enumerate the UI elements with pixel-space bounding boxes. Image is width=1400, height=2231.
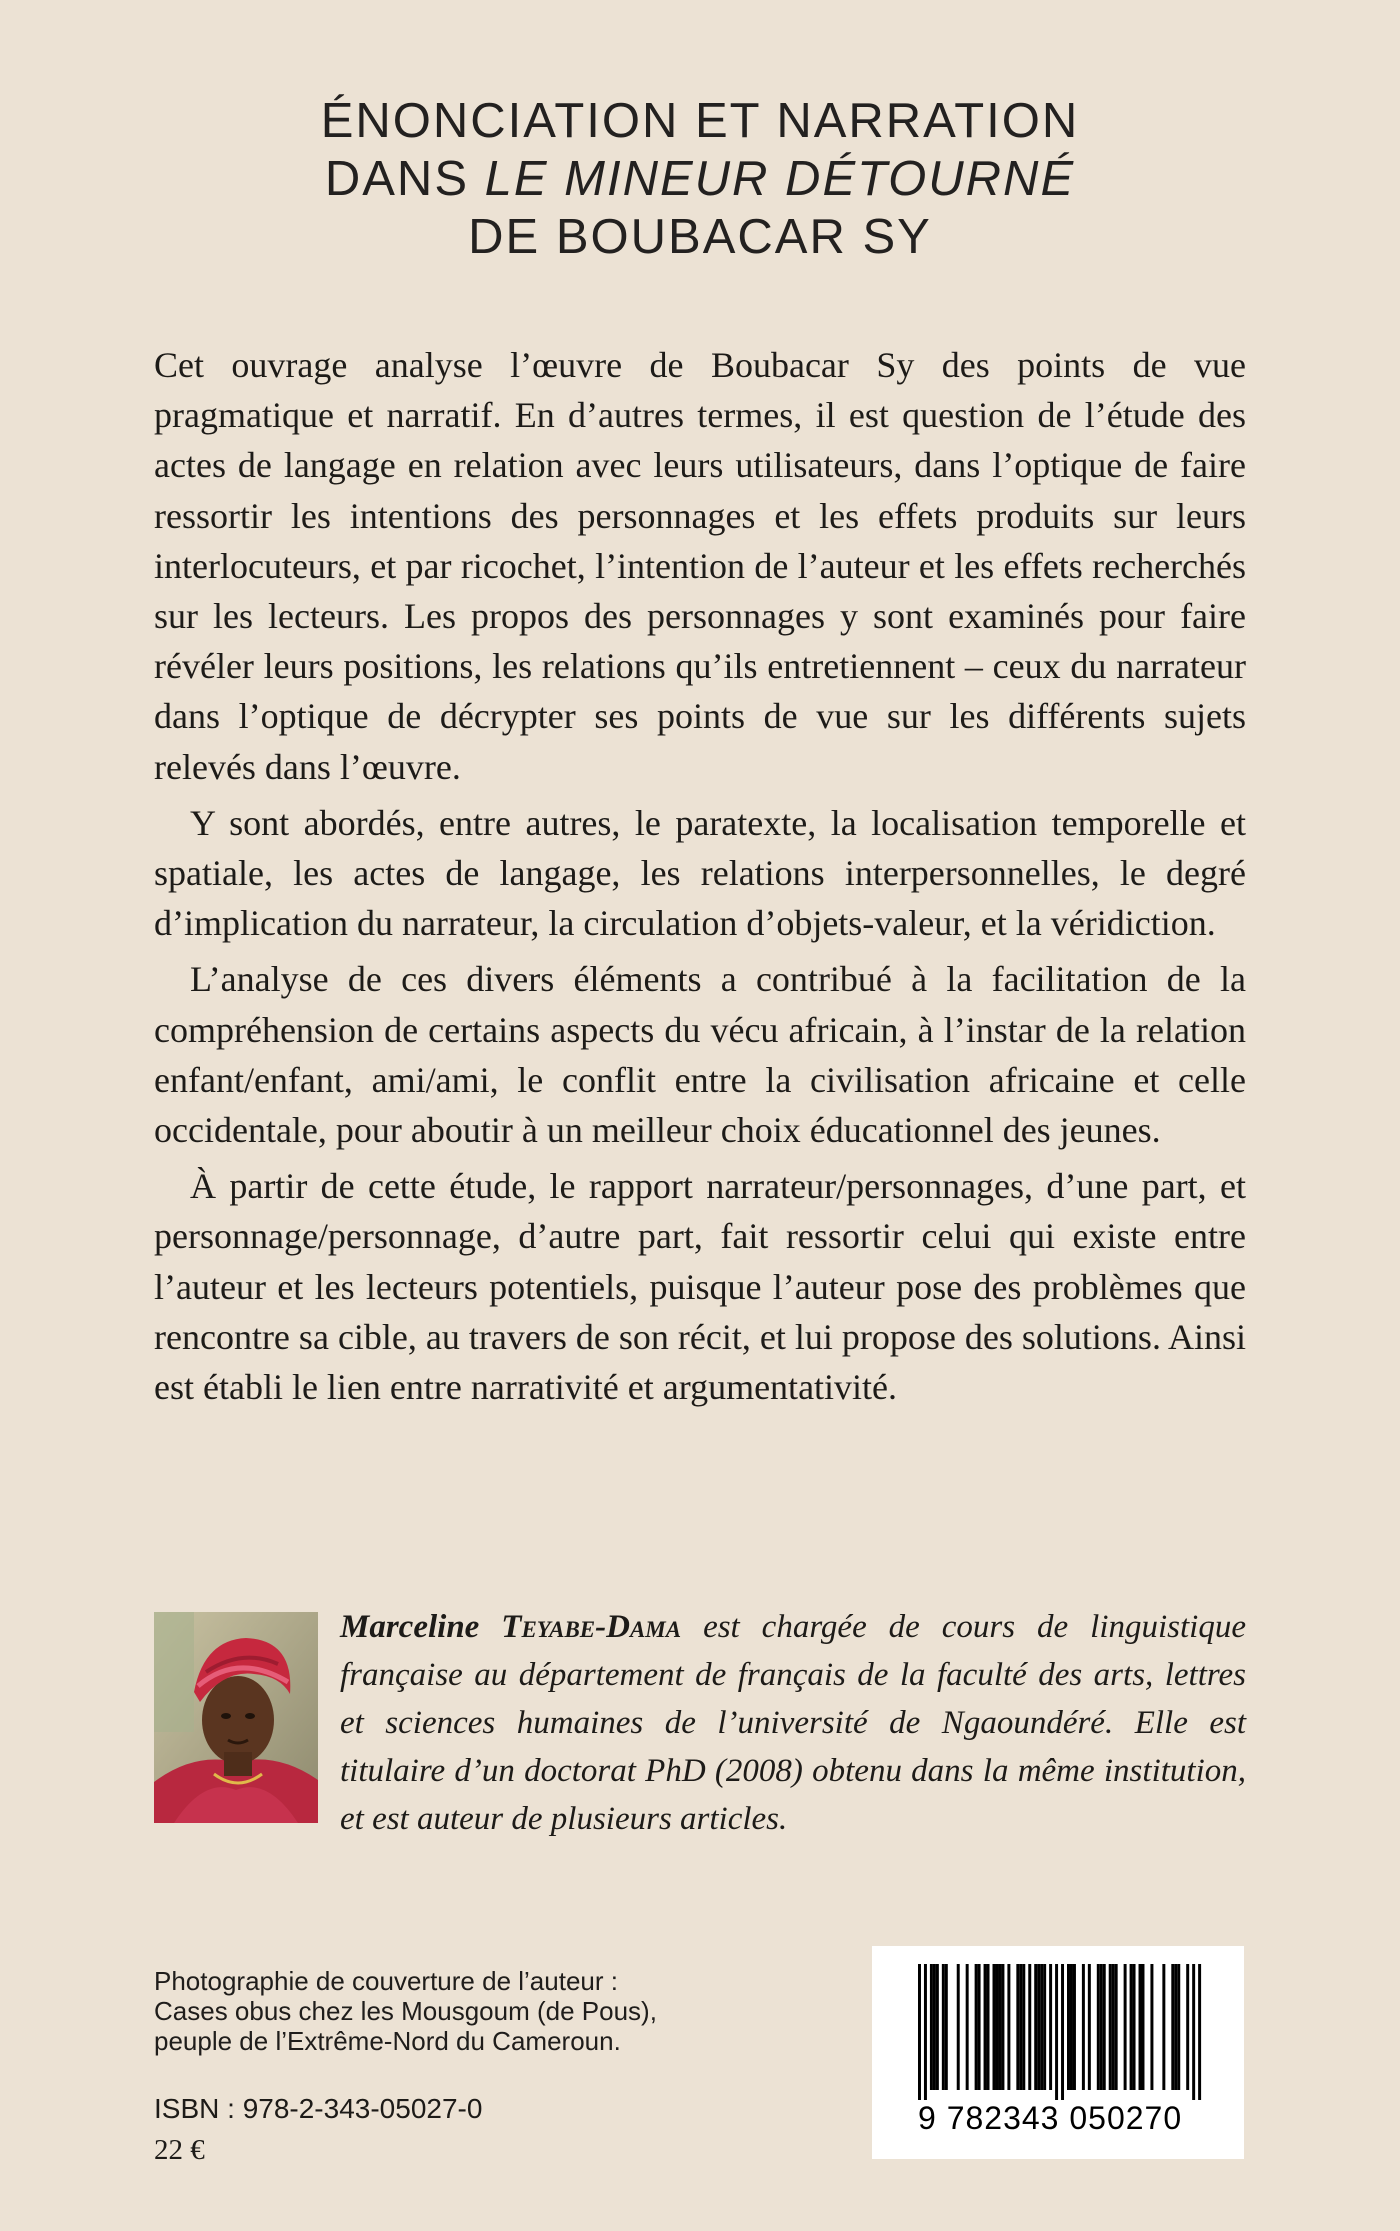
barcode-bar xyxy=(1040,1964,1043,2090)
barcode-bar xyxy=(936,1964,939,2090)
barcode-bar xyxy=(1082,1964,1085,2090)
summary-paragraph: L’analyse de ces divers éléments a contribué à la facilitation de la compréhension de certains aspects du vécu africain, à l’instar de la relation enfant/enfant, ami/ami, le conflit entre la civilisation africaine et celle occidentale, pour aboutir à un meilleur choix éducationnel des jeunes. xyxy=(154,959,1246,1151)
barcode-bar xyxy=(1142,1964,1145,2090)
barcode-bars xyxy=(872,1946,1244,2106)
author-bio-text: est chargée de cours de linguistique française au département de français de la faculté des arts, lettres et sciences humaines de l’université de Ngaoundéré. Elle est titulaire d’un doctorat PhD (2008) obtenu dans la même institution, et est auteur de plusieurs articles. xyxy=(340,1609,1246,1837)
barcode-bar xyxy=(924,1964,927,2100)
credit-line-3: peuple de l’Extrême-Nord du Cameroun. xyxy=(154,2026,621,2056)
author-photo xyxy=(154,1612,318,1823)
summary-paragraph: À partir de cette étude, le rapport narrateur/personnages, d’une part, et personnage/personnage, d’autre part, fait ressortir celui qui existe entre l’auteur et les lecteurs potentiels, puisque l’auteur pose des problèmes que rencontre sa cible, au travers de son récit, et lui propose des solutions. Ainsi est établi le lien entre narrativité et argumentativité. xyxy=(154,1166,1246,1408)
barcode-digits: 9 782343 050270 xyxy=(918,2100,1183,2136)
barcode-bar xyxy=(1100,1964,1103,2090)
barcode-bar xyxy=(1115,1964,1118,2090)
title-line-2 xyxy=(0,150,1400,208)
author-first-name: Marceline xyxy=(340,1609,480,1645)
barcode-bar xyxy=(984,1964,987,2090)
barcode-bar xyxy=(1034,1964,1037,2090)
barcode-bar xyxy=(1174,1964,1177,2090)
barcode-bar xyxy=(1112,1964,1115,2090)
barcode-bar xyxy=(1001,1964,1004,2090)
barcode-bar xyxy=(1043,1964,1046,2090)
barcode-bar xyxy=(918,1964,921,2100)
barcode-bar xyxy=(987,1964,990,2090)
barcode-bar xyxy=(1016,1964,1019,2090)
barcode-bar xyxy=(1124,1964,1127,2090)
barcode-bar xyxy=(1073,1964,1076,2090)
barcode-bar xyxy=(993,1964,996,2090)
barcode-bar xyxy=(1067,1964,1070,2090)
title-line-2-prefix: DANS xyxy=(324,152,485,206)
title-line-3: DE BOUBACAR SY xyxy=(468,210,932,264)
barcode-bar xyxy=(1037,1964,1040,2090)
summary-paragraph: Y sont abordés, entre autres, le paratexte, la localisation temporelle et spatiale, les actes de langage, les relations interpersonnelles, le degré d’implication du narrateur, la circulation d’objets-valeur, et la véridiction. xyxy=(154,802,1246,944)
author-last-name: Teyabe-Dama xyxy=(501,1609,682,1645)
barcode-bar xyxy=(957,1964,960,2090)
barcode-bar xyxy=(1139,1964,1142,2090)
barcode-bar xyxy=(1061,1964,1064,2100)
barcode-bar xyxy=(933,1964,936,2090)
author-bio xyxy=(340,1603,1246,1843)
barcode-bar xyxy=(1109,1964,1112,2090)
barcode-bar xyxy=(998,1964,1001,2090)
barcode-bar xyxy=(1150,1964,1153,2090)
summary-text xyxy=(154,340,1246,1418)
cover-photo-credit xyxy=(154,1966,754,2056)
barcode-bar xyxy=(975,1964,978,2090)
credit-line-2: Cases obus chez les Mousgoum (de Pous), xyxy=(154,1996,657,2026)
summary-paragraph: Cet ouvrage analyse l’œuvre de Boubacar Sy des points de vue pragmatique et narratif. En d’autres termes, il est question de l’étude des actes de langage en relation avec leurs utilisateurs, dans l’optique de faire ressortir les intentions des personnages et les effets produits sur leurs interlocuteurs, et par ricochet, l’intention de l’auteur et les effets recherchés sur les lecteurs. Les propos des personnages y sont examinés pour faire révéler leurs positions, les relations qu’ils entretiennent – ceux du narrateur dans l’optique de décrypter ses points de vue sur les différents sujets relevés dans l’œuvre. xyxy=(154,345,1246,787)
barcode-bar xyxy=(1055,1964,1058,2100)
credit-line-1: Photographie de couverture de l’auteur : xyxy=(154,1966,618,1996)
barcode-bar xyxy=(966,1964,969,2090)
barcode-bar xyxy=(1028,1964,1031,2090)
barcode-bar xyxy=(1097,1964,1100,2090)
barcode-bar xyxy=(1019,1964,1022,2090)
barcode-bar xyxy=(1022,1964,1025,2090)
barcode-bar xyxy=(995,1964,998,2090)
title-book-name: LE MINEUR DÉTOURNÉ xyxy=(484,152,1076,206)
barcode-bar xyxy=(1130,1964,1133,2090)
barcode-bar xyxy=(1177,1964,1180,2090)
barcode-bar xyxy=(1070,1964,1073,2090)
barcode-bar xyxy=(1133,1964,1136,2090)
barcode-bar xyxy=(1198,1964,1201,2100)
barcode-bar xyxy=(945,1964,948,2090)
barcode-bar xyxy=(1171,1964,1174,2090)
barcode-bar xyxy=(1192,1964,1195,2100)
barcode-bar xyxy=(978,1964,981,2090)
barcode-bar xyxy=(1186,1964,1189,2090)
barcode-bar xyxy=(1162,1964,1165,2090)
barcode-bar xyxy=(1049,1964,1052,2090)
price: 22 € xyxy=(154,2134,205,2166)
title-line-1: ÉNONCIATION ET NARRATION xyxy=(320,94,1080,148)
barcode-bar xyxy=(942,1964,945,2090)
book-title xyxy=(0,92,1400,266)
barcode-bar xyxy=(1007,1964,1010,2090)
barcode-bar xyxy=(1103,1964,1106,2090)
barcode xyxy=(872,1946,1244,2159)
isbn: ISBN : 978-2-343-05027-0 xyxy=(154,2093,483,2124)
barcode-bar xyxy=(1088,1964,1091,2090)
barcode-bar xyxy=(930,1964,933,2090)
